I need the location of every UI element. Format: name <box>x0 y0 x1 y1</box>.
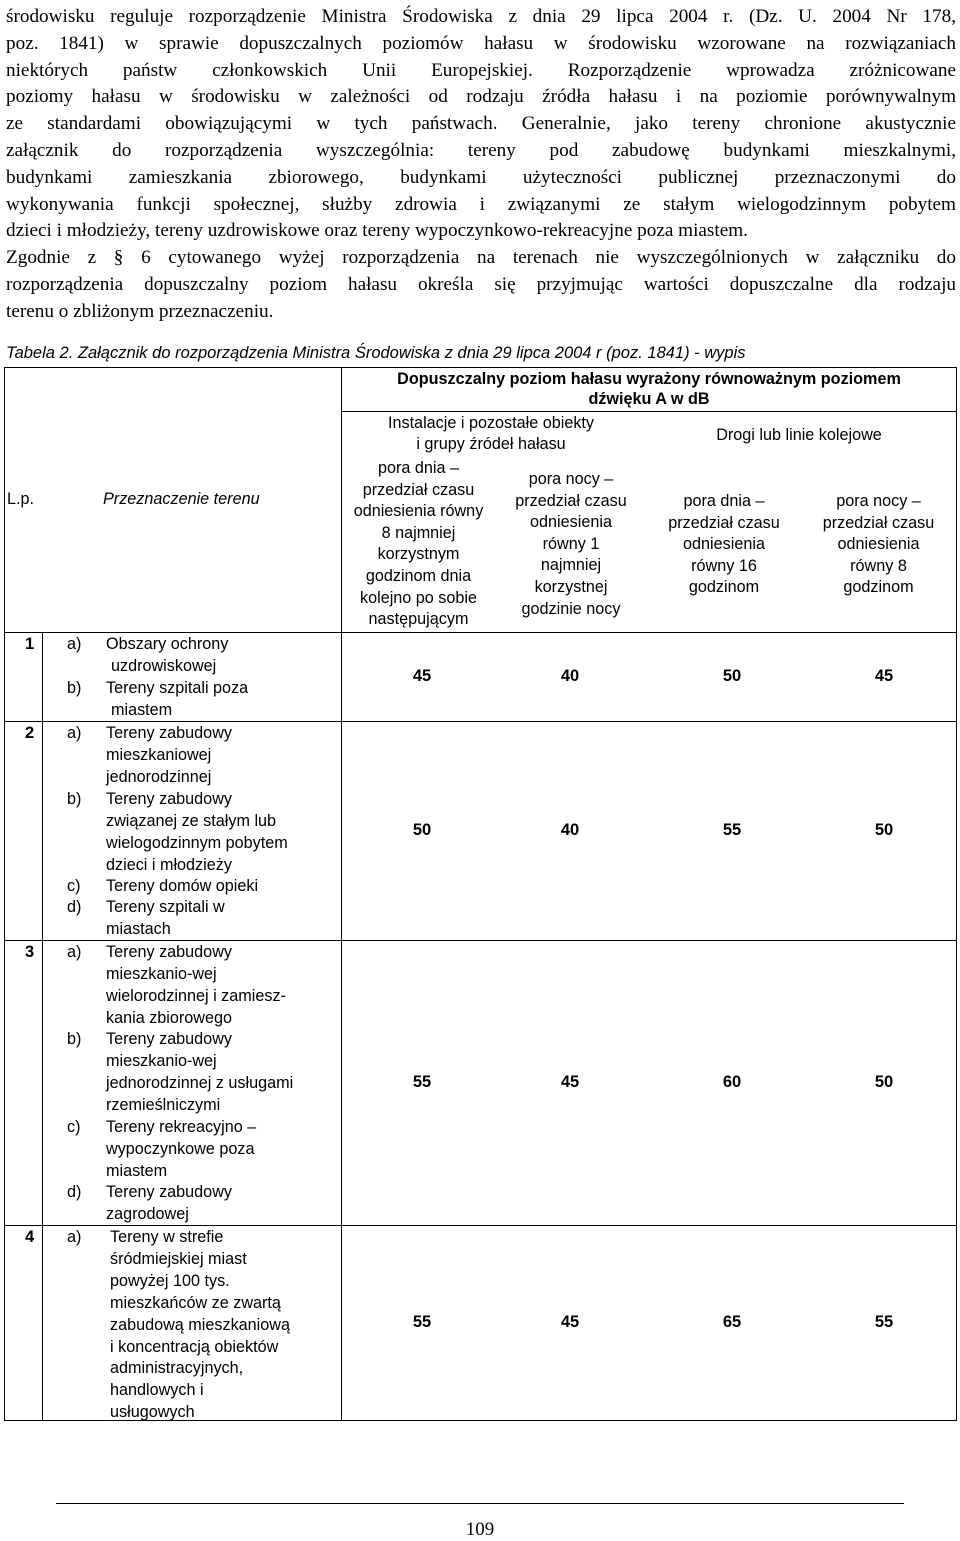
page-number: 109 <box>465 1519 495 1540</box>
item-line: zagrodowej <box>106 1204 189 1223</box>
item-line: Tereny rekreacyjno – <box>106 1118 257 1136</box>
header-installations-line2: i grupy źródeł hałasu <box>416 435 566 453</box>
paragraph-line: dzieci i młodzieży, tereny uzdrowiskowe oraz tereny wypoczynkowo-rekreacyjne poza miastem. <box>6 220 748 242</box>
item-line: Obszary ochrony <box>106 635 229 653</box>
item-line: Tereny zabudowy <box>106 724 232 742</box>
item-letter: b) <box>67 790 82 808</box>
item-line: miastem <box>106 1161 168 1180</box>
value-day-roads: 50 <box>722 667 742 685</box>
item-line: usługowych <box>110 1403 195 1422</box>
paragraph-line: środowisku reguluje rozporządzenie Ministra Środowiska z dnia 29 lipca 2004 r. (Dz. U. 2004 Nr 178, <box>6 6 956 27</box>
value-day-roads: 55 <box>722 821 742 839</box>
value-night-roads: 55 <box>874 1313 894 1331</box>
item-line: mieszkaniowej <box>106 745 212 764</box>
item-line: administracyjnych, <box>110 1359 244 1378</box>
paragraph-line: wykonywania funkcji społecznej, służby zdrowia i związanymi ze stałym wielogodzinnym pobytem <box>6 193 956 215</box>
paragraph-line: Zgodnie z § 6 cytowanego wyżej rozporządzenia na terenach nie wyszczególnionych w załączniku do <box>6 247 956 269</box>
item-description <box>106 942 286 1030</box>
header-text: przedział czasu <box>668 513 780 532</box>
item-description <box>106 723 232 789</box>
item-letter: a) <box>67 635 82 653</box>
item-line: mieszkanio-wej <box>106 964 217 983</box>
paragraph-line: budynkami zamieszkania zbiorowego, budynkami użyteczności publicznej przeznaczonymi do <box>6 166 956 188</box>
item-line: jednorodzinnej z usługami <box>106 1073 294 1092</box>
item-line: mieszkańców ze zwartą <box>110 1293 281 1312</box>
header-text: godzinom dnia <box>365 566 472 585</box>
value-day-roads: 60 <box>722 1073 742 1091</box>
item-line: jednorodzinnej <box>106 767 212 786</box>
item-description <box>106 897 225 941</box>
value-night-roads: 50 <box>874 1073 894 1091</box>
item-description <box>106 789 288 877</box>
value-night-installations: 45 <box>560 1073 580 1091</box>
header-text: odniesienia <box>530 513 612 532</box>
item-line: zabudową mieszkaniową <box>110 1315 290 1334</box>
item-line: Tereny szpitali poza <box>106 679 249 697</box>
paragraph-line: rozporządzenia dopuszczalny poziom hałasu określa się przyjmując wartości dopuszczalne dla rodzaju <box>6 273 956 295</box>
header-text: pora nocy – <box>836 492 921 510</box>
value-night-installations: 40 <box>560 821 580 839</box>
header-text: pora dnia – <box>377 459 459 477</box>
header-roads: Drogi lub linie kolejowe <box>716 426 882 444</box>
header-text: 8 najmniej <box>381 523 456 542</box>
paragraph-line: poz. 1841) w sprawie dopuszczalnych poziomów hałasu w środowisku wzorowane na rozwiązaniach <box>6 32 956 54</box>
header-text: odniesienia <box>683 535 765 554</box>
item-line: handlowych i <box>110 1381 204 1400</box>
value-night-installations: 45 <box>560 1313 580 1331</box>
item-line: dzieci i młodzieży <box>106 855 232 874</box>
table-border-left <box>4 367 5 1421</box>
header-text: przedział czasu <box>822 513 935 532</box>
header-text: najmniej <box>540 556 602 575</box>
item-line: Tereny domów opieki <box>106 877 259 895</box>
item-line: uzdrowiskowej <box>111 656 217 675</box>
header-text: godzinom <box>688 578 760 597</box>
footer-rule <box>56 1503 904 1504</box>
item-line: Tereny w strefie <box>110 1228 224 1246</box>
table-border-right <box>956 367 957 1421</box>
item-letter: b) <box>67 1030 82 1048</box>
header-installations <box>341 413 641 455</box>
header-text: godzinom <box>843 578 914 597</box>
item-line: kania zbiorowego <box>106 1008 232 1027</box>
item-letter: a) <box>67 943 82 961</box>
value-day-installations: 55 <box>412 1073 432 1091</box>
item-letter: b) <box>67 679 82 697</box>
item-line: powyżej 100 tys. <box>110 1271 230 1290</box>
item-description <box>106 1029 293 1117</box>
item-line: rzemieślniczymi <box>106 1095 221 1114</box>
value-night-installations: 40 <box>560 667 580 685</box>
value-day-installations: 55 <box>412 1313 432 1331</box>
item-description <box>110 1227 290 1424</box>
header-purpose: Przeznaczenie terenu <box>103 490 260 508</box>
item-line: śródmiejskiej miast <box>110 1249 247 1268</box>
paragraph-line: terenu o zbliżonym przeznaczeniu. <box>6 300 274 322</box>
header-text: odniesienia równy <box>353 502 484 521</box>
header-text: równy 1 <box>542 534 600 553</box>
header-text: przedział czasu <box>515 491 627 510</box>
header-col-night-roads <box>801 491 956 599</box>
item-description <box>106 634 228 678</box>
header-main <box>341 369 957 409</box>
header-text: równy 8 <box>850 556 907 575</box>
table-border-top <box>4 367 957 368</box>
row-number: 1 <box>25 635 35 653</box>
header-col-day-roads <box>649 491 799 599</box>
item-description <box>106 678 248 722</box>
item-description <box>106 876 258 898</box>
item-letter: a) <box>67 1228 82 1246</box>
item-line: Tereny zabudowy <box>106 1183 232 1201</box>
item-letter: c) <box>67 1118 81 1136</box>
item-line: wielogodzinnym pobytem <box>106 833 288 852</box>
table-caption: Tabela 2. Załącznik do rozporządzenia Ministra Środowiska z dnia 29 lipca 2004 r (poz. 1841) - wypis <box>6 344 746 362</box>
header-text: odniesienia <box>837 535 920 554</box>
header-text: równy 16 <box>691 556 757 575</box>
item-description <box>106 1182 232 1226</box>
header-col-day-installations <box>341 458 496 631</box>
body-paragraph <box>6 4 956 326</box>
header-lp: L.p. <box>7 490 35 508</box>
paragraph-line: niektórych państw członkowskich Unii Europejskiej. Rozporządzenie wprowadza zróżnicowane <box>6 59 956 81</box>
noise-limits-table <box>4 367 957 1421</box>
item-description <box>106 1117 256 1183</box>
value-night-roads: 50 <box>874 821 894 839</box>
value-night-roads: 45 <box>874 667 894 685</box>
item-letter: d) <box>67 1183 82 1201</box>
header-text: następującym <box>368 610 469 629</box>
value-day-roads: 65 <box>722 1313 742 1331</box>
item-line: wielorodzinnej i zamiesz- <box>106 986 286 1005</box>
item-line: Tereny szpitali w <box>106 898 225 916</box>
header-text: pora nocy – <box>528 470 614 488</box>
value-day-installations: 45 <box>412 667 432 685</box>
item-letter: d) <box>67 898 82 916</box>
item-letter: c) <box>67 877 81 895</box>
table-rule-header-bottom <box>4 632 957 633</box>
header-text: kolejno po sobie <box>360 588 477 607</box>
header-installations-line1: Instalacje i pozostałe obiekty <box>387 414 595 432</box>
header-text: przedział czasu <box>362 480 475 499</box>
table-rule-lp <box>42 632 43 1421</box>
row-number: 3 <box>25 943 35 961</box>
paragraph-line: ze standardami obowiązującymi w tych państwach. Generalnie, jako tereny chronione akustycznie <box>6 113 956 135</box>
paragraph-line: załącznik do rozporządzenia wyszczególnia: tereny pod zabudowę budynkami mieszkalnymi, <box>6 139 956 161</box>
value-day-installations: 50 <box>412 821 432 839</box>
item-line: miastach <box>106 919 171 938</box>
item-line: wypoczynkowe poza <box>106 1139 255 1158</box>
item-letter: a) <box>67 724 82 742</box>
paragraph-line: poziomy hałasu w środowisku w zależności od rodzaju źródła hałasu i na poziomie porównywalnym <box>6 86 956 108</box>
item-line: Tereny zabudowy <box>106 1030 232 1048</box>
table-rule-main-header <box>341 411 957 412</box>
header-col-night-installations <box>496 469 646 620</box>
header-text: godzinie nocy <box>521 599 621 618</box>
item-line: i koncentracją obiektów <box>110 1337 279 1356</box>
item-line: Tereny zabudowy <box>106 943 232 961</box>
item-line: miastem <box>111 700 173 719</box>
header-main-line2: dźwięku A w dB <box>588 390 710 408</box>
row-number: 2 <box>25 724 35 742</box>
item-line: związanej ze stałym lub <box>106 811 277 830</box>
header-text: korzystnym <box>377 545 460 564</box>
header-text: korzystnej <box>534 577 608 596</box>
header-main-line1: Dopuszczalny poziom hałasu wyrażony równoważnym poziomem <box>397 370 901 388</box>
header-text: pora dnia – <box>683 492 765 510</box>
item-line: Tereny zabudowy <box>106 790 232 808</box>
row-number: 4 <box>25 1228 35 1246</box>
item-line: mieszkanio-wej <box>106 1051 217 1070</box>
